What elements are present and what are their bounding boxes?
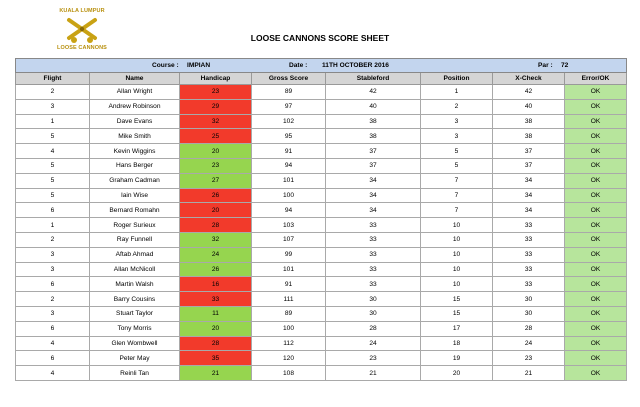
par-value: 72 <box>561 62 569 69</box>
table-row <box>16 85 627 100</box>
stableford-cell: 30 <box>326 306 421 321</box>
handicap-cell: 26 <box>180 188 252 203</box>
stableford-cell: 37 <box>326 158 421 173</box>
handicap-cell: 11 <box>180 306 252 321</box>
stableford-cell: 33 <box>326 232 421 247</box>
position-cell: 5 <box>421 158 493 173</box>
xcheck-cell: 34 <box>493 203 565 218</box>
gross-score-cell: 100 <box>252 321 326 336</box>
course-label: Course : <box>152 62 179 69</box>
status-cell: OK <box>565 306 627 321</box>
position-cell: 5 <box>421 144 493 159</box>
flight-cell: 5 <box>16 173 90 188</box>
gross-score-cell: 89 <box>252 306 326 321</box>
xcheck-cell: 33 <box>493 232 565 247</box>
position-cell: 7 <box>421 188 493 203</box>
gross-score-cell: 120 <box>252 351 326 366</box>
stableford-cell: 38 <box>326 114 421 129</box>
handicap-cell: 20 <box>180 321 252 336</box>
gross-score-cell: 89 <box>252 85 326 100</box>
xcheck-cell: 37 <box>493 158 565 173</box>
gross-score-cell: 108 <box>252 366 326 381</box>
table-row <box>16 277 627 292</box>
logo-top-text: KUALA LUMPUR <box>59 8 105 14</box>
position-cell: 19 <box>421 351 493 366</box>
xcheck-cell: 34 <box>493 173 565 188</box>
handicap-cell: 27 <box>180 173 252 188</box>
handicap-cell: 16 <box>180 277 252 292</box>
crossed-cannons-icon <box>66 16 98 44</box>
position-cell: 10 <box>421 218 493 233</box>
date-value: 11TH OCTOBER 2016 <box>322 62 389 69</box>
position-cell: 1 <box>421 85 493 100</box>
position-cell: 15 <box>421 306 493 321</box>
table-row <box>16 336 627 351</box>
col-gross: Gross Score <box>252 73 326 85</box>
stableford-cell: 28 <box>326 321 421 336</box>
flight-cell: 2 <box>16 232 90 247</box>
position-cell: 10 <box>421 262 493 277</box>
xcheck-cell: 38 <box>493 129 565 144</box>
gross-score-cell: 100 <box>252 188 326 203</box>
xcheck-cell: 28 <box>493 321 565 336</box>
table-row <box>16 366 627 381</box>
gross-score-cell: 102 <box>252 114 326 129</box>
table-row <box>16 99 627 114</box>
gross-score-cell: 94 <box>252 203 326 218</box>
gross-score-cell: 112 <box>252 336 326 351</box>
name-cell: Aftab Ahmad <box>90 247 180 262</box>
flight-cell: 4 <box>16 144 90 159</box>
position-cell: 3 <box>421 114 493 129</box>
name-cell: Kevin Wiggins <box>90 144 180 159</box>
flight-cell: 6 <box>16 203 90 218</box>
header-row <box>16 73 627 85</box>
gross-score-cell: 101 <box>252 262 326 277</box>
col-flight: Flight <box>16 73 90 85</box>
stableford-cell: 23 <box>326 351 421 366</box>
stableford-cell: 34 <box>326 203 421 218</box>
col-xcheck: X-Check <box>493 73 565 85</box>
xcheck-cell: 33 <box>493 218 565 233</box>
xcheck-cell: 40 <box>493 99 565 114</box>
xcheck-cell: 24 <box>493 336 565 351</box>
xcheck-cell: 33 <box>493 262 565 277</box>
status-cell: OK <box>565 277 627 292</box>
position-cell: 2 <box>421 99 493 114</box>
table-row <box>16 114 627 129</box>
xcheck-cell: 33 <box>493 277 565 292</box>
table-row <box>16 144 627 159</box>
flight-cell: 5 <box>16 158 90 173</box>
handicap-cell: 24 <box>180 247 252 262</box>
gross-score-cell: 95 <box>252 129 326 144</box>
date-label: Date : <box>289 62 308 69</box>
flight-cell: 3 <box>16 262 90 277</box>
flight-cell: 3 <box>16 306 90 321</box>
stableford-cell: 33 <box>326 277 421 292</box>
page-title: LOOSE CANNONS SCORE SHEET <box>250 33 390 43</box>
flight-cell: 4 <box>16 336 90 351</box>
position-cell: 10 <box>421 247 493 262</box>
flight-cell: 5 <box>16 188 90 203</box>
table-row <box>16 129 627 144</box>
flight-cell: 1 <box>16 218 90 233</box>
name-cell: Glen Wombwell <box>90 336 180 351</box>
flight-cell: 3 <box>16 247 90 262</box>
handicap-cell: 20 <box>180 203 252 218</box>
flight-cell: 4 <box>16 366 90 381</box>
position-cell: 7 <box>421 173 493 188</box>
xcheck-cell: 34 <box>493 188 565 203</box>
table-row <box>16 173 627 188</box>
handicap-cell: 28 <box>180 218 252 233</box>
handicap-cell: 28 <box>180 336 252 351</box>
gross-score-cell: 107 <box>252 232 326 247</box>
handicap-cell: 21 <box>180 366 252 381</box>
status-cell: OK <box>565 129 627 144</box>
position-cell: 10 <box>421 277 493 292</box>
name-cell: Stuart Taylor <box>90 306 180 321</box>
stableford-cell: 42 <box>326 85 421 100</box>
table-row <box>16 351 627 366</box>
status-cell: OK <box>565 203 627 218</box>
stableford-cell: 38 <box>326 129 421 144</box>
course-value: IMPIAN <box>187 62 211 69</box>
status-cell: OK <box>565 262 627 277</box>
flight-cell: 6 <box>16 351 90 366</box>
logo-bottom-text: LOOSE CANNONS <box>57 45 107 51</box>
name-cell: Hans Berger <box>90 158 180 173</box>
flight-cell: 6 <box>16 277 90 292</box>
gross-score-cell: 97 <box>252 99 326 114</box>
flight-cell: 1 <box>16 114 90 129</box>
position-cell: 10 <box>421 232 493 247</box>
position-cell: 18 <box>421 336 493 351</box>
xcheck-cell: 38 <box>493 114 565 129</box>
position-cell: 20 <box>421 366 493 381</box>
status-cell: OK <box>565 173 627 188</box>
stableford-cell: 21 <box>326 366 421 381</box>
stableford-cell: 37 <box>326 144 421 159</box>
handicap-cell: 33 <box>180 292 252 307</box>
status-cell: OK <box>565 114 627 129</box>
flight-cell: 6 <box>16 321 90 336</box>
handicap-cell: 23 <box>180 158 252 173</box>
col-name: Name <box>90 73 180 85</box>
handicap-cell: 35 <box>180 351 252 366</box>
col-position: Position <box>421 73 493 85</box>
table-row <box>16 203 627 218</box>
col-stableford: Stableford <box>326 73 421 85</box>
position-cell: 3 <box>421 129 493 144</box>
name-cell: Bernard Romahn <box>90 203 180 218</box>
table-row <box>16 158 627 173</box>
status-cell: OK <box>565 188 627 203</box>
xcheck-cell: 42 <box>493 85 565 100</box>
stableford-cell: 33 <box>326 247 421 262</box>
stableford-cell: 34 <box>326 173 421 188</box>
status-cell: OK <box>565 144 627 159</box>
position-cell: 15 <box>421 292 493 307</box>
gross-score-cell: 103 <box>252 218 326 233</box>
name-cell: Dave Evans <box>90 114 180 129</box>
table-row <box>16 292 627 307</box>
handicap-cell: 26 <box>180 262 252 277</box>
status-cell: OK <box>565 158 627 173</box>
stableford-cell: 33 <box>326 218 421 233</box>
table-row <box>16 232 627 247</box>
position-cell: 17 <box>421 321 493 336</box>
gross-score-cell: 101 <box>252 173 326 188</box>
name-cell: Mike Smith <box>90 129 180 144</box>
table-row <box>16 247 627 262</box>
table-row <box>16 218 627 233</box>
stableford-cell: 34 <box>326 188 421 203</box>
name-cell: Graham Cadman <box>90 173 180 188</box>
info-bar <box>16 59 627 73</box>
status-cell: OK <box>565 321 627 336</box>
xcheck-cell: 33 <box>493 247 565 262</box>
gross-score-cell: 111 <box>252 292 326 307</box>
stableford-cell: 40 <box>326 99 421 114</box>
table-row <box>16 262 627 277</box>
name-cell: Allan McNicoll <box>90 262 180 277</box>
name-cell: Allan Wright <box>90 85 180 100</box>
flight-cell: 2 <box>16 292 90 307</box>
name-cell: Tony Morris <box>90 321 180 336</box>
status-cell: OK <box>565 99 627 114</box>
table-row <box>16 306 627 321</box>
handicap-cell: 29 <box>180 99 252 114</box>
stableford-cell: 30 <box>326 292 421 307</box>
table-row <box>16 321 627 336</box>
gross-score-cell: 99 <box>252 247 326 262</box>
flight-cell: 3 <box>16 99 90 114</box>
xcheck-cell: 21 <box>493 366 565 381</box>
score-table <box>15 58 627 381</box>
xcheck-cell: 37 <box>493 144 565 159</box>
status-cell: OK <box>565 85 627 100</box>
xcheck-cell: 23 <box>493 351 565 366</box>
par-label: Par : <box>538 62 553 69</box>
table-row <box>16 188 627 203</box>
club-logo <box>50 8 114 54</box>
flight-cell: 5 <box>16 129 90 144</box>
col-handicap: Handicap <box>180 73 252 85</box>
name-cell: Reinli Tan <box>90 366 180 381</box>
gross-score-cell: 94 <box>252 158 326 173</box>
gross-score-cell: 91 <box>252 144 326 159</box>
status-cell: OK <box>565 292 627 307</box>
name-cell: Peter May <box>90 351 180 366</box>
xcheck-cell: 30 <box>493 292 565 307</box>
name-cell: Barry Cousins <box>90 292 180 307</box>
gross-score-cell: 91 <box>252 277 326 292</box>
status-cell: OK <box>565 366 627 381</box>
handicap-cell: 23 <box>180 85 252 100</box>
status-cell: OK <box>565 218 627 233</box>
name-cell: Iain Wise <box>90 188 180 203</box>
position-cell: 7 <box>421 203 493 218</box>
handicap-cell: 32 <box>180 114 252 129</box>
xcheck-cell: 30 <box>493 306 565 321</box>
status-cell: OK <box>565 351 627 366</box>
status-cell: OK <box>565 336 627 351</box>
stableford-cell: 33 <box>326 262 421 277</box>
name-cell: Ray Funnell <box>90 232 180 247</box>
flight-cell: 2 <box>16 85 90 100</box>
handicap-cell: 20 <box>180 144 252 159</box>
name-cell: Andrew Robinson <box>90 99 180 114</box>
handicap-cell: 25 <box>180 129 252 144</box>
col-error: Error/OK <box>565 73 627 85</box>
status-cell: OK <box>565 232 627 247</box>
handicap-cell: 32 <box>180 232 252 247</box>
name-cell: Martin Walsh <box>90 277 180 292</box>
status-cell: OK <box>565 247 627 262</box>
name-cell: Roger Surieux <box>90 218 180 233</box>
stableford-cell: 24 <box>326 336 421 351</box>
